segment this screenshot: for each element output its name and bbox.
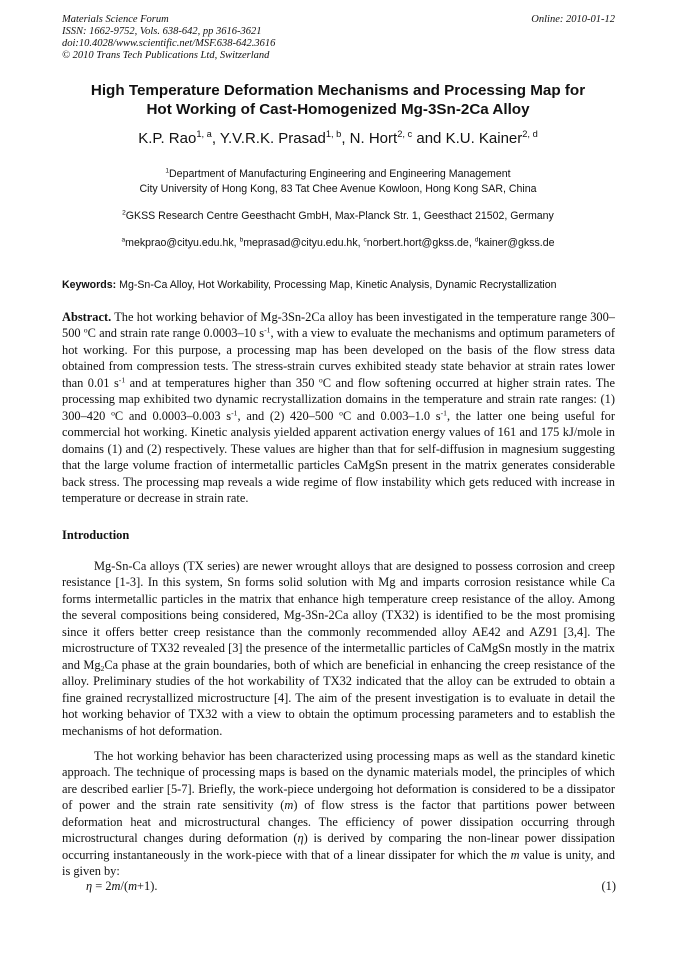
- affiliation-2: [62, 209, 614, 224]
- symbol-m: m: [510, 847, 520, 862]
- paragraph-text: The hot working behavior has been characterized using processing maps as well as the standard kinetic approach. The technique of processing maps is based on the dynamic materials model, the principles of which are described earlier [5-7]. Briefly, the work-piece undergoing hot deformation is considered to be a dissipator of power and the strain rate sensitivity (: [62, 749, 615, 813]
- symbol-m: m: [111, 879, 121, 893]
- email-sep: ,: [357, 237, 364, 249]
- email-sep: ,: [233, 237, 240, 249]
- copyright-line: © 2010 Trans Tech Publications Ltd, Switzerland: [62, 50, 270, 61]
- symbol-m: m: [128, 879, 138, 893]
- author-name: K.P. Rao: [138, 130, 197, 147]
- abstract-text: , and (2) 420–500: [237, 408, 340, 423]
- degree-sup: o: [111, 408, 115, 418]
- author-affil-sup: 1, a: [196, 128, 212, 139]
- email-sup: d: [474, 236, 479, 244]
- author-name: N. Hort: [349, 130, 398, 147]
- abstract-text: C and 0.003–1.0 s: [342, 408, 441, 423]
- email-address: norbert.hort@gkss.de: [366, 237, 469, 249]
- abstract-text: , with a view to evaluate the mechanisms and optimum parameters of hot working. For this purpose, a processing map has been developed on the basis of the flow stress data obtained from compression tests. The stress-strain curves exhibited steady state behavior at strain rates lower than 0.01 s: [62, 326, 616, 390]
- abstract-text: C and 0.0003–0.003 s: [114, 408, 232, 423]
- symbol-m: m: [284, 798, 294, 813]
- email-address: meprasad@cityu.edu.hk: [243, 237, 358, 249]
- email-sup: b: [239, 236, 244, 244]
- symbol-eta: η: [86, 879, 93, 893]
- email-address: mekprao@cityu.edu.hk: [125, 237, 234, 249]
- degree-sup: o: [83, 325, 88, 335]
- email-sep: ,: [468, 237, 475, 249]
- doi-line: doi:10.4028/www.scientific.net/MSF.638-642.3616: [62, 38, 276, 49]
- abstract-label: Abstract.: [62, 310, 112, 324]
- journal-header: [62, 14, 275, 62]
- author-affil-sup: 2, c: [397, 128, 413, 139]
- issn-line: ISSN: 1662-9752, Vols. 638-642, pp 3616-3621: [62, 26, 262, 37]
- abstract: [62, 309, 615, 506]
- author-sep: and: [412, 130, 446, 147]
- abstract-text: and at temperatures higher than 350: [125, 375, 319, 390]
- email-address: kainer@gkss.de: [478, 237, 555, 249]
- equation-number: (1): [601, 879, 616, 893]
- degree-sup: o: [339, 408, 343, 418]
- author-name: Y.V.R.K. Prasad: [219, 130, 326, 147]
- author-affil-sup: 2, d: [522, 128, 538, 139]
- section-heading-introduction: Introduction: [62, 528, 130, 542]
- keywords-label: Keywords:: [62, 279, 117, 291]
- author-list: [62, 130, 614, 148]
- exponent-sup: -1: [264, 325, 271, 335]
- paper-title: [62, 81, 614, 119]
- email-list: [62, 236, 614, 251]
- degree-sup: o: [318, 375, 323, 385]
- author-sep: ,: [341, 130, 350, 147]
- introduction-paragraph-2: [62, 748, 615, 880]
- equation-1: [86, 878, 157, 894]
- abstract-text: The hot working behavior of Mg-3Sn-2Ca alloy has been investigated in the temperature range 300–500: [62, 310, 615, 341]
- affiliation-1-line-1: Department of Manufacturing Engineering and Engineering Management: [169, 168, 511, 180]
- paragraph-text: Mg-Sn-Ca alloys (TX series) are newer wrought alloys that are designed to possess corrosion and creep resistance [1-3]. In this system, Sn forms solid solution with Mg and imparts corrosion resistance while Ca forms intermetallic particles in the matrix that enhance high temperature creep resistance of the alloy. Among the several compositions being considered, Mg-3Sn-2Ca alloy (TX32) is identified to be the most promising since it offers better creep resistance than the commonly recommended alloy AE42 and AZ91 [3,4]. The microstructure of TX32 revealed [3] the presence of the intermetallic particles of CaMgSn mostly in the matrix and Mg: [62, 559, 615, 672]
- abstract-text: C and flow softening occurred at higher strain rates. The processing map exhibited two dynamic recrystallization domains in the temperature and strain rate ranges: (1) 300–420: [62, 375, 615, 423]
- abstract-text: C and strain rate range 0.0003–10 s: [87, 326, 265, 341]
- paragraph-text: value is unity, and is given by:: [62, 847, 615, 879]
- equation-text: = 2: [92, 879, 112, 893]
- author-sep: ,: [211, 130, 220, 147]
- affiliation-1: [62, 167, 614, 197]
- affiliation-1-sup: 1: [165, 167, 170, 175]
- equation-text: +1).: [137, 879, 158, 893]
- author-name: K.U. Kainer: [445, 130, 523, 147]
- online-date: Online: 2010-01-12: [531, 14, 615, 25]
- symbol-eta: η: [297, 831, 304, 846]
- equation-text: /(: [120, 879, 129, 893]
- keywords: [62, 278, 622, 293]
- email-sup: a: [121, 236, 126, 244]
- introduction-paragraph-1: [62, 558, 615, 739]
- paragraph-text: Ca phase at the grain boundaries, both of which are beneficial in enhancing the creep resistance of the alloy. Preliminary studies of the hot workability of TX32 indicated that the alloy can be extruded to obtain a fine grained recrystallized microstructure [4]. The aim of the present investigation is to evaluate in detail the hot working behavior of TX32 with a view to obtain the optimum processing parameters and to establish the mechanisms of hot deformation.: [62, 657, 615, 738]
- affiliation-2-sup: 2: [122, 209, 126, 217]
- author-affil-sup: 1, b: [325, 128, 342, 139]
- exponent-sup: -1: [118, 375, 126, 385]
- email-sup: c: [363, 236, 367, 244]
- title-line-2: Hot Working of Cast-Homogenized Mg-3Sn-2Ca Alloy: [146, 101, 530, 118]
- paragraph-text: ) of flow stress is the factor that partitions power between deformation heat and microstructural changes. The efficiency of power dissipation occurring through microstructural changes during deformation (: [62, 798, 615, 846]
- abstract-text: , the latter one being useful for commercial hot working. Kinetic analysis yielded apparent activation energy values of 161 and 175 kJ/mole in domains (1) and (2) respectively. These values are higher than that for self-diffusion in magnesium suggesting that the large volume fraction of intermetallic particles CaMgSn present in the matrix generates considerable back stress. The processing map reveals a wide regime of flow instability which gets reduced with increase in temperature or decrease in strain rate.: [62, 408, 615, 505]
- keywords-text: Mg-Sn-Ca Alloy, Hot Workability, Processing Map, Kinetic Analysis, Dynamic Recrystallization: [116, 279, 557, 291]
- exponent-sup: -1: [231, 408, 238, 418]
- journal-name: Materials Science Forum: [62, 14, 169, 25]
- affiliation-1-line-2: City University of Hong Kong, 83 Tat Chee Avenue Kowloon, Hong Kong SAR, China: [139, 183, 537, 195]
- title-line-1: High Temperature Deformation Mechanisms and Processing Map for: [90, 82, 586, 99]
- exponent-sup: -1: [440, 408, 447, 418]
- subscript: 2: [100, 663, 105, 673]
- affiliation-2-line-1: GKSS Research Centre Geesthacht GmbH, Max-Planck Str. 1, Geesthact 21502, Germany: [125, 210, 554, 222]
- paragraph-text: ) is derived by comparing the non-linear power dissipation occurring instantaneously in the work-piece with that of a linear dissipater for which the: [62, 831, 616, 862]
